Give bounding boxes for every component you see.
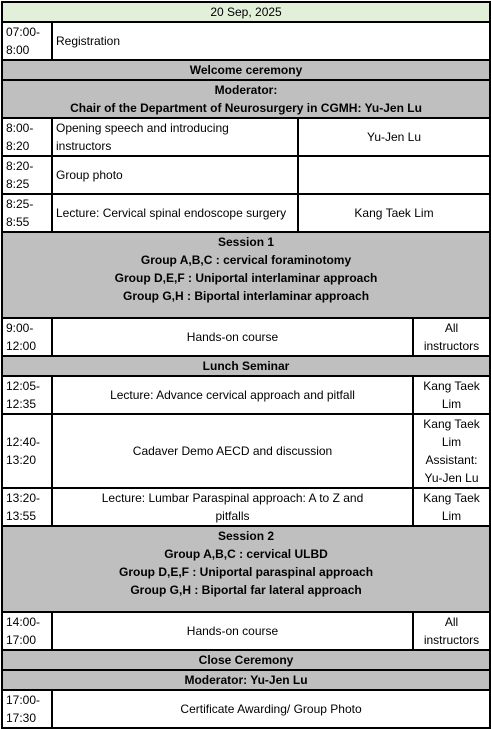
time-cell: 13:20- 13:55 <box>2 488 52 526</box>
time-cell: 8:20- 8:25 <box>2 156 52 194</box>
section-row-session-2 <box>2 526 490 612</box>
section-title: Close Ceremony <box>2 650 490 670</box>
time-cell: 14:00- 17:00 <box>2 612 52 650</box>
schedule-row-registration <box>2 22 490 60</box>
time-cell: 9:00- 12:00 <box>2 318 52 356</box>
activity-cell: Opening speech and introducing instructors <box>52 118 298 156</box>
time-cell: 8:00- 8:20 <box>2 118 52 156</box>
schedule-row-handson-2 <box>2 612 490 650</box>
moderator-block: Moderator: Chair of the Department of Neurosurgery in CGMH: Yu-Jen Lu <box>2 80 490 118</box>
activity-cell: Group photo <box>52 156 298 194</box>
moderator-row <box>2 80 490 118</box>
date-row <box>2 2 490 22</box>
section-title: Welcome ceremony <box>2 60 490 80</box>
speaker-cell: All instructors <box>413 318 490 356</box>
section-row-welcome <box>2 60 490 80</box>
activity-cell: Lecture: Cervical spinal endoscope surgery <box>52 194 298 232</box>
activity-cell: Cadaver Demo AECD and discussion <box>52 414 413 488</box>
speaker-cell: Kang Taek Lim <box>413 376 490 414</box>
section-row-lunch <box>2 356 490 376</box>
schedule-row-lecture-3 <box>2 488 490 526</box>
activity-cell: Registration <box>52 22 490 60</box>
speaker-cell: Kang Taek Lim <box>298 194 490 232</box>
time-cell: 17:00- 17:30 <box>2 690 52 728</box>
section-row-close <box>2 650 490 670</box>
time-cell: 12:05- 12:35 <box>2 376 52 414</box>
speaker-cell <box>298 156 490 194</box>
date-header: 20 Sep, 2025 <box>2 2 490 22</box>
speaker-cell: Kang Taek Lim Assistant: Yu-Jen Lu <box>413 414 490 488</box>
schedule-row-opening <box>2 118 490 156</box>
close-moderator: Moderator: Yu-Jen Lu <box>2 670 490 690</box>
speaker-cell: Yu-Jen Lu <box>298 118 490 156</box>
activity-cell: Hands-on course <box>52 318 413 356</box>
activity-cell: Lecture: Lumbar Paraspinal approach: A to Z and pitfalls <box>52 488 413 526</box>
time-cell: 12:40- 13:20 <box>2 414 52 488</box>
schedule-row-lecture-2 <box>2 376 490 414</box>
activity-cell: Hands-on course <box>52 612 413 650</box>
session-1-block: Session 1 Group A,B,C : cervical foraminotomy Group D,E,F : Uniportal interlaminar approach Group G,H : Biportal interlaminar approach <box>2 232 490 318</box>
speaker-cell: All instructors <box>413 612 490 650</box>
schedule-table <box>1 1 491 729</box>
schedule-row-certificate <box>2 690 490 728</box>
time-cell: 8:25- 8:55 <box>2 194 52 232</box>
schedule-row-photo <box>2 156 490 194</box>
session-2-block: Session 2 Group A,B,C : cervical ULBD Group D,E,F : Uniportal paraspinal approach Group G,H : Biportal far lateral approach <box>2 526 490 612</box>
section-title: Lunch Seminar <box>2 356 490 376</box>
activity-cell: Certificate Awarding/ Group Photo <box>52 690 490 728</box>
schedule-row-cadaver <box>2 414 490 488</box>
section-row-close-moderator <box>2 670 490 690</box>
section-row-session-1 <box>2 232 490 318</box>
speaker-cell: Kang Taek Lim <box>413 488 490 526</box>
schedule-row-handson-1 <box>2 318 490 356</box>
time-cell: 07:00- 8:00 <box>2 22 52 60</box>
activity-cell: Lecture: Advance cervical approach and pitfall <box>52 376 413 414</box>
schedule-row-lecture-1 <box>2 194 490 232</box>
